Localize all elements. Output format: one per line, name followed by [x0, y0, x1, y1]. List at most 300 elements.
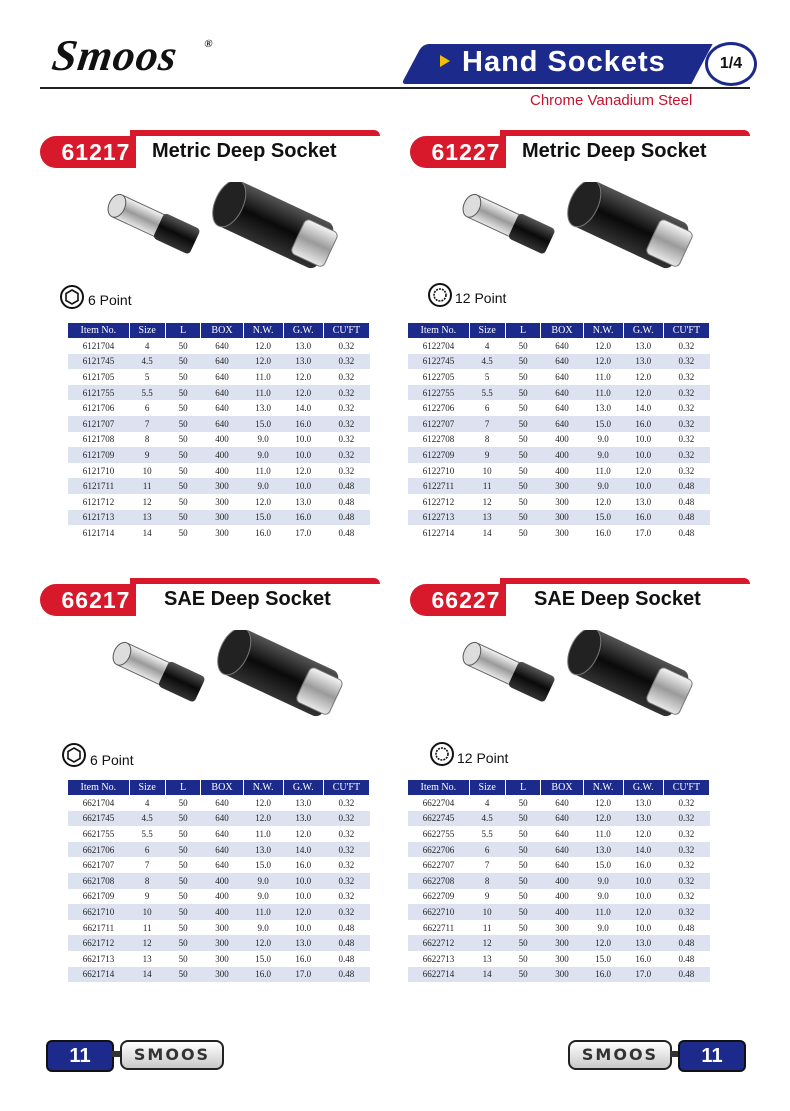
column-header: G.W.: [283, 780, 323, 795]
table-cell: 16.0: [283, 857, 323, 873]
table-cell: 640: [201, 842, 243, 858]
table-cell: 6622714: [408, 967, 469, 983]
table-cell: 300: [541, 967, 583, 983]
point-label: 12 Point: [457, 750, 509, 766]
table-cell: 0.32: [323, 385, 369, 401]
table-cell: 50: [505, 338, 541, 354]
table-cell: 12: [129, 494, 165, 510]
table-cell: 0.32: [323, 904, 369, 920]
column-header: N.W.: [583, 780, 623, 795]
table-cell: 15.0: [583, 416, 623, 432]
table-cell: 640: [201, 416, 243, 432]
table-cell: 8: [469, 432, 505, 448]
table-row: [68, 967, 370, 983]
table-cell: 300: [541, 478, 583, 494]
table-cell: 9.0: [583, 873, 623, 889]
table-cell: 7: [469, 857, 505, 873]
table-cell: 11.0: [243, 463, 283, 479]
table-cell: 0.32: [323, 826, 369, 842]
table-cell: 50: [505, 857, 541, 873]
table-cell: 300: [541, 510, 583, 526]
table-row: [68, 920, 370, 936]
table-cell: 0.48: [663, 478, 709, 494]
table-cell: 11: [469, 478, 505, 494]
table-row: [68, 873, 370, 889]
table-cell: 0.48: [663, 525, 709, 541]
table-cell: 13.0: [283, 795, 323, 811]
table-row: [68, 400, 370, 416]
table-cell: 10.0: [283, 873, 323, 889]
table-row: [68, 447, 370, 463]
table-cell: 11.0: [583, 826, 623, 842]
table-cell: 10.0: [283, 889, 323, 905]
table-cell: 0.32: [663, 369, 709, 385]
table-row: [408, 951, 710, 967]
table-cell: 50: [505, 354, 541, 370]
table-cell: 17.0: [623, 525, 663, 541]
table-cell: 14.0: [283, 400, 323, 416]
column-header: Size: [129, 780, 165, 795]
table-cell: 0.48: [663, 935, 709, 951]
table-cell: 9.0: [243, 447, 283, 463]
table-cell: 12.0: [623, 385, 663, 401]
arrow-right-icon: [440, 55, 450, 67]
table-cell: 15.0: [583, 510, 623, 526]
table-cell: 300: [201, 478, 243, 494]
table-cell: 400: [201, 463, 243, 479]
table-cell: 640: [541, 811, 583, 827]
table-cell: 14: [129, 967, 165, 983]
table-cell: 0.32: [663, 463, 709, 479]
column-header: BOX: [201, 323, 243, 338]
table-cell: 12.0: [243, 354, 283, 370]
table-cell: 400: [541, 432, 583, 448]
column-header: Size: [129, 323, 165, 338]
table-cell: 6621745: [68, 811, 129, 827]
table-cell: 16.0: [623, 857, 663, 873]
table-cell: 10.0: [283, 432, 323, 448]
table-cell: 640: [201, 354, 243, 370]
table-cell: 14.0: [283, 842, 323, 858]
table-cell: 6121705: [68, 369, 129, 385]
table-cell: 640: [541, 842, 583, 858]
table-cell: 6622713: [408, 951, 469, 967]
column-header: Size: [469, 323, 505, 338]
table-row: [408, 385, 710, 401]
table-cell: 0.32: [663, 873, 709, 889]
table-cell: 15.0: [243, 416, 283, 432]
column-header: Size: [469, 780, 505, 795]
table-cell: 0.32: [663, 400, 709, 416]
table-cell: 0.32: [663, 857, 709, 873]
table-cell: 300: [541, 920, 583, 936]
table-cell: 12: [129, 935, 165, 951]
table-cell: 50: [165, 494, 201, 510]
table-cell: 400: [201, 904, 243, 920]
table-cell: 16.0: [243, 967, 283, 983]
table-cell: 0.32: [323, 463, 369, 479]
table-cell: 12.0: [283, 463, 323, 479]
table-cell: 13: [129, 951, 165, 967]
table-cell: 10: [129, 463, 165, 479]
table-cell: 11.0: [243, 385, 283, 401]
table-row: [68, 385, 370, 401]
table-cell: 50: [505, 967, 541, 983]
table-cell: 300: [541, 951, 583, 967]
table-cell: 50: [165, 400, 201, 416]
table-cell: 10: [129, 904, 165, 920]
table-cell: 6621707: [68, 857, 129, 873]
column-header: BOX: [201, 780, 243, 795]
table-cell: 50: [505, 842, 541, 858]
material-subtitle: Chrome Vanadium Steel: [530, 92, 693, 109]
table-row: [68, 432, 370, 448]
table-cell: 300: [541, 494, 583, 510]
table-cell: 50: [165, 447, 201, 463]
table-cell: 640: [541, 400, 583, 416]
table-cell: 6121704: [68, 338, 129, 354]
footer-logo-left: SMOOS: [120, 1040, 224, 1070]
table-cell: 10.0: [623, 873, 663, 889]
socket-image: [105, 630, 355, 730]
table-cell: 0.32: [663, 385, 709, 401]
table-cell: 640: [201, 811, 243, 827]
table-cell: 10.0: [283, 478, 323, 494]
table-cell: 0.48: [663, 920, 709, 936]
table-cell: 640: [541, 857, 583, 873]
table-cell: 50: [165, 826, 201, 842]
table-cell: 0.32: [663, 447, 709, 463]
table-cell: 6121709: [68, 447, 129, 463]
table-cell: 13.0: [283, 494, 323, 510]
section-title: Metric Deep Socket: [522, 140, 707, 162]
table-cell: 6621709: [68, 889, 129, 905]
table-cell: 12.0: [623, 463, 663, 479]
table-cell: 50: [165, 889, 201, 905]
table-cell: 50: [505, 935, 541, 951]
table-row: [68, 478, 370, 494]
table-cell: 640: [201, 857, 243, 873]
star-12-point-icon: [430, 742, 454, 766]
table-cell: 13.0: [283, 354, 323, 370]
table-cell: 11.0: [583, 385, 623, 401]
table-cell: 6621755: [68, 826, 129, 842]
table-cell: 10.0: [623, 920, 663, 936]
table-cell: 12.0: [283, 826, 323, 842]
table-cell: 10: [469, 904, 505, 920]
table-row: [68, 795, 370, 811]
table-cell: 6121707: [68, 416, 129, 432]
table-row: [408, 967, 710, 983]
table-cell: 50: [505, 920, 541, 936]
table-cell: 7: [129, 416, 165, 432]
table-cell: 0.48: [323, 525, 369, 541]
table-cell: 6122712: [408, 494, 469, 510]
table-row: [68, 904, 370, 920]
table-cell: 6121706: [68, 400, 129, 416]
table-cell: 0.32: [663, 416, 709, 432]
table-row: [408, 338, 710, 354]
footer-logo-right: SMOOS: [568, 1040, 672, 1070]
table-cell: 16.0: [283, 416, 323, 432]
table-row: [68, 525, 370, 541]
table-cell: 10.0: [623, 432, 663, 448]
point-label: 6 Point: [90, 752, 134, 768]
page-number-right: 11: [678, 1040, 746, 1072]
table-cell: 17.0: [623, 967, 663, 983]
table-cell: 640: [541, 369, 583, 385]
table-cell: 6621711: [68, 920, 129, 936]
table-cell: 10: [469, 463, 505, 479]
header-rule: [40, 87, 750, 89]
table-cell: 6121712: [68, 494, 129, 510]
table-cell: 13.0: [243, 842, 283, 858]
table-row: [408, 525, 710, 541]
table-cell: 50: [165, 463, 201, 479]
table-row: [408, 400, 710, 416]
table-cell: 6621712: [68, 935, 129, 951]
column-header: CU'FT: [323, 780, 369, 795]
brand-logo: [48, 30, 216, 90]
table-cell: 11.0: [583, 463, 623, 479]
table-cell: 300: [201, 510, 243, 526]
table-cell: 0.32: [663, 795, 709, 811]
table-row: [408, 857, 710, 873]
table-cell: 400: [541, 889, 583, 905]
column-header: L: [165, 323, 201, 338]
section-swoosh: [130, 130, 380, 136]
table-cell: 6622710: [408, 904, 469, 920]
table-row: [408, 369, 710, 385]
table-cell: 50: [165, 873, 201, 889]
table-cell: 50: [505, 400, 541, 416]
table-cell: 0.48: [323, 967, 369, 983]
table-cell: 11.0: [243, 369, 283, 385]
table-cell: 12.0: [243, 338, 283, 354]
table-cell: 9.0: [243, 478, 283, 494]
column-header: Item No.: [408, 780, 469, 795]
table-cell: 50: [505, 510, 541, 526]
table-cell: 12.0: [243, 811, 283, 827]
table-cell: 5.5: [469, 385, 505, 401]
table-cell: 15.0: [583, 857, 623, 873]
table-cell: 640: [201, 826, 243, 842]
table-cell: 0.32: [323, 416, 369, 432]
section-swoosh: [500, 578, 750, 584]
table-cell: 13: [469, 951, 505, 967]
table-cell: 9: [469, 447, 505, 463]
section-header-61227: [410, 130, 750, 170]
table-cell: 0.32: [323, 432, 369, 448]
column-header: CU'FT: [663, 780, 709, 795]
table-cell: 0.32: [663, 432, 709, 448]
table-cell: 4: [129, 338, 165, 354]
table-row: [408, 920, 710, 936]
table-cell: 300: [201, 494, 243, 510]
star-12-point-icon: [428, 283, 452, 307]
table-row: [408, 904, 710, 920]
table-cell: 6: [129, 842, 165, 858]
table-row: [408, 447, 710, 463]
table-row: [68, 857, 370, 873]
table-cell: 13.0: [623, 935, 663, 951]
column-header: CU'FT: [663, 323, 709, 338]
table-cell: 0.48: [663, 967, 709, 983]
table-cell: 6121714: [68, 525, 129, 541]
table-cell: 640: [541, 385, 583, 401]
table-cell: 16.0: [283, 951, 323, 967]
column-header: N.W.: [243, 323, 283, 338]
table-cell: 10.0: [623, 889, 663, 905]
table-cell: 13.0: [283, 935, 323, 951]
table-cell: 9: [129, 889, 165, 905]
table-cell: 6622712: [408, 935, 469, 951]
table-cell: 16.0: [243, 525, 283, 541]
table-row: [68, 951, 370, 967]
table-row: [408, 811, 710, 827]
table-cell: 8: [129, 432, 165, 448]
page-number-left: 11: [46, 1040, 114, 1072]
table-cell: 12.0: [583, 354, 623, 370]
table-cell: 50: [505, 416, 541, 432]
table-row: [68, 494, 370, 510]
table-cell: 0.32: [323, 338, 369, 354]
column-header: Item No.: [408, 323, 469, 338]
table-cell: 17.0: [283, 525, 323, 541]
table-cell: 50: [165, 935, 201, 951]
table-cell: 16.0: [623, 951, 663, 967]
table-row: [408, 889, 710, 905]
column-header: G.W.: [283, 323, 323, 338]
table-row: [68, 826, 370, 842]
table-cell: 15.0: [243, 951, 283, 967]
table-cell: 5: [469, 369, 505, 385]
table-cell: 12.0: [243, 935, 283, 951]
table-cell: 0.32: [663, 354, 709, 370]
table-cell: 13.0: [583, 400, 623, 416]
table-row: [408, 795, 710, 811]
table-cell: 50: [505, 369, 541, 385]
table-cell: 50: [165, 842, 201, 858]
column-header: BOX: [541, 323, 583, 338]
table-cell: 50: [505, 463, 541, 479]
table-cell: 12: [469, 935, 505, 951]
table-cell: 50: [505, 478, 541, 494]
section-title: Metric Deep Socket: [152, 140, 337, 162]
table-row: [408, 354, 710, 370]
table-cell: 300: [201, 920, 243, 936]
table-row: [68, 354, 370, 370]
table-cell: 12.0: [283, 369, 323, 385]
table-cell: 6621704: [68, 795, 129, 811]
table-cell: 50: [165, 967, 201, 983]
table-cell: 6122706: [408, 400, 469, 416]
table-cell: 300: [201, 951, 243, 967]
table-cell: 13.0: [243, 400, 283, 416]
table-cell: 13.0: [623, 795, 663, 811]
table-cell: 0.32: [323, 842, 369, 858]
table-cell: 0.48: [323, 478, 369, 494]
table-cell: 13.0: [283, 338, 323, 354]
table-cell: 300: [201, 967, 243, 983]
table-cell: 14: [469, 525, 505, 541]
table-cell: 640: [201, 338, 243, 354]
column-header: G.W.: [623, 780, 663, 795]
table-row: [408, 478, 710, 494]
table-cell: 0.32: [323, 873, 369, 889]
table-cell: 12.0: [583, 338, 623, 354]
table-cell: 50: [165, 385, 201, 401]
table-cell: 12.0: [583, 795, 623, 811]
table-cell: 50: [165, 920, 201, 936]
table-cell: 0.48: [323, 920, 369, 936]
table-cell: 50: [165, 354, 201, 370]
column-header: L: [505, 323, 541, 338]
table-row: [68, 338, 370, 354]
table-row: [68, 510, 370, 526]
table-cell: 50: [165, 432, 201, 448]
table-cell: 0.32: [323, 369, 369, 385]
table-cell: 9: [469, 889, 505, 905]
spec-table: [68, 780, 370, 982]
table-cell: 9.0: [583, 920, 623, 936]
section-code: 66217: [61, 587, 131, 613]
table-cell: 6622707: [408, 857, 469, 873]
table-cell: 0.32: [663, 826, 709, 842]
table-cell: 8: [469, 873, 505, 889]
table-cell: 640: [541, 338, 583, 354]
table-cell: 300: [201, 935, 243, 951]
table-cell: 4.5: [469, 354, 505, 370]
table-cell: 50: [165, 857, 201, 873]
table-cell: 640: [541, 795, 583, 811]
table-cell: 400: [201, 432, 243, 448]
table-cell: 7: [129, 857, 165, 873]
table-cell: 10.0: [623, 478, 663, 494]
section-swoosh: [130, 578, 380, 584]
section-code: 66227: [431, 587, 501, 613]
table-cell: 50: [505, 904, 541, 920]
section-title: SAE Deep Socket: [534, 588, 701, 610]
table-cell: 10.0: [623, 447, 663, 463]
table-cell: 11: [129, 478, 165, 494]
table-cell: 12.0: [623, 826, 663, 842]
spec-table: [408, 323, 710, 541]
table-cell: 9.0: [243, 873, 283, 889]
table-cell: 6121713: [68, 510, 129, 526]
table-cell: 50: [505, 811, 541, 827]
table-cell: 12.0: [583, 935, 623, 951]
table-row: [68, 842, 370, 858]
table-row: [408, 826, 710, 842]
section-title: SAE Deep Socket: [164, 588, 331, 610]
table-cell: 640: [541, 354, 583, 370]
table-cell: 50: [505, 385, 541, 401]
table-cell: 11.0: [583, 369, 623, 385]
table-cell: 50: [505, 795, 541, 811]
table-cell: 50: [165, 369, 201, 385]
table-cell: 12: [469, 494, 505, 510]
table-cell: 0.32: [323, 857, 369, 873]
table-cell: 50: [165, 510, 201, 526]
table-cell: 0.32: [663, 338, 709, 354]
table-cell: 8: [129, 873, 165, 889]
table-cell: 6122755: [408, 385, 469, 401]
table-cell: 6622704: [408, 795, 469, 811]
socket-image: [455, 630, 705, 730]
table-cell: 6122708: [408, 432, 469, 448]
table-cell: 5.5: [129, 385, 165, 401]
